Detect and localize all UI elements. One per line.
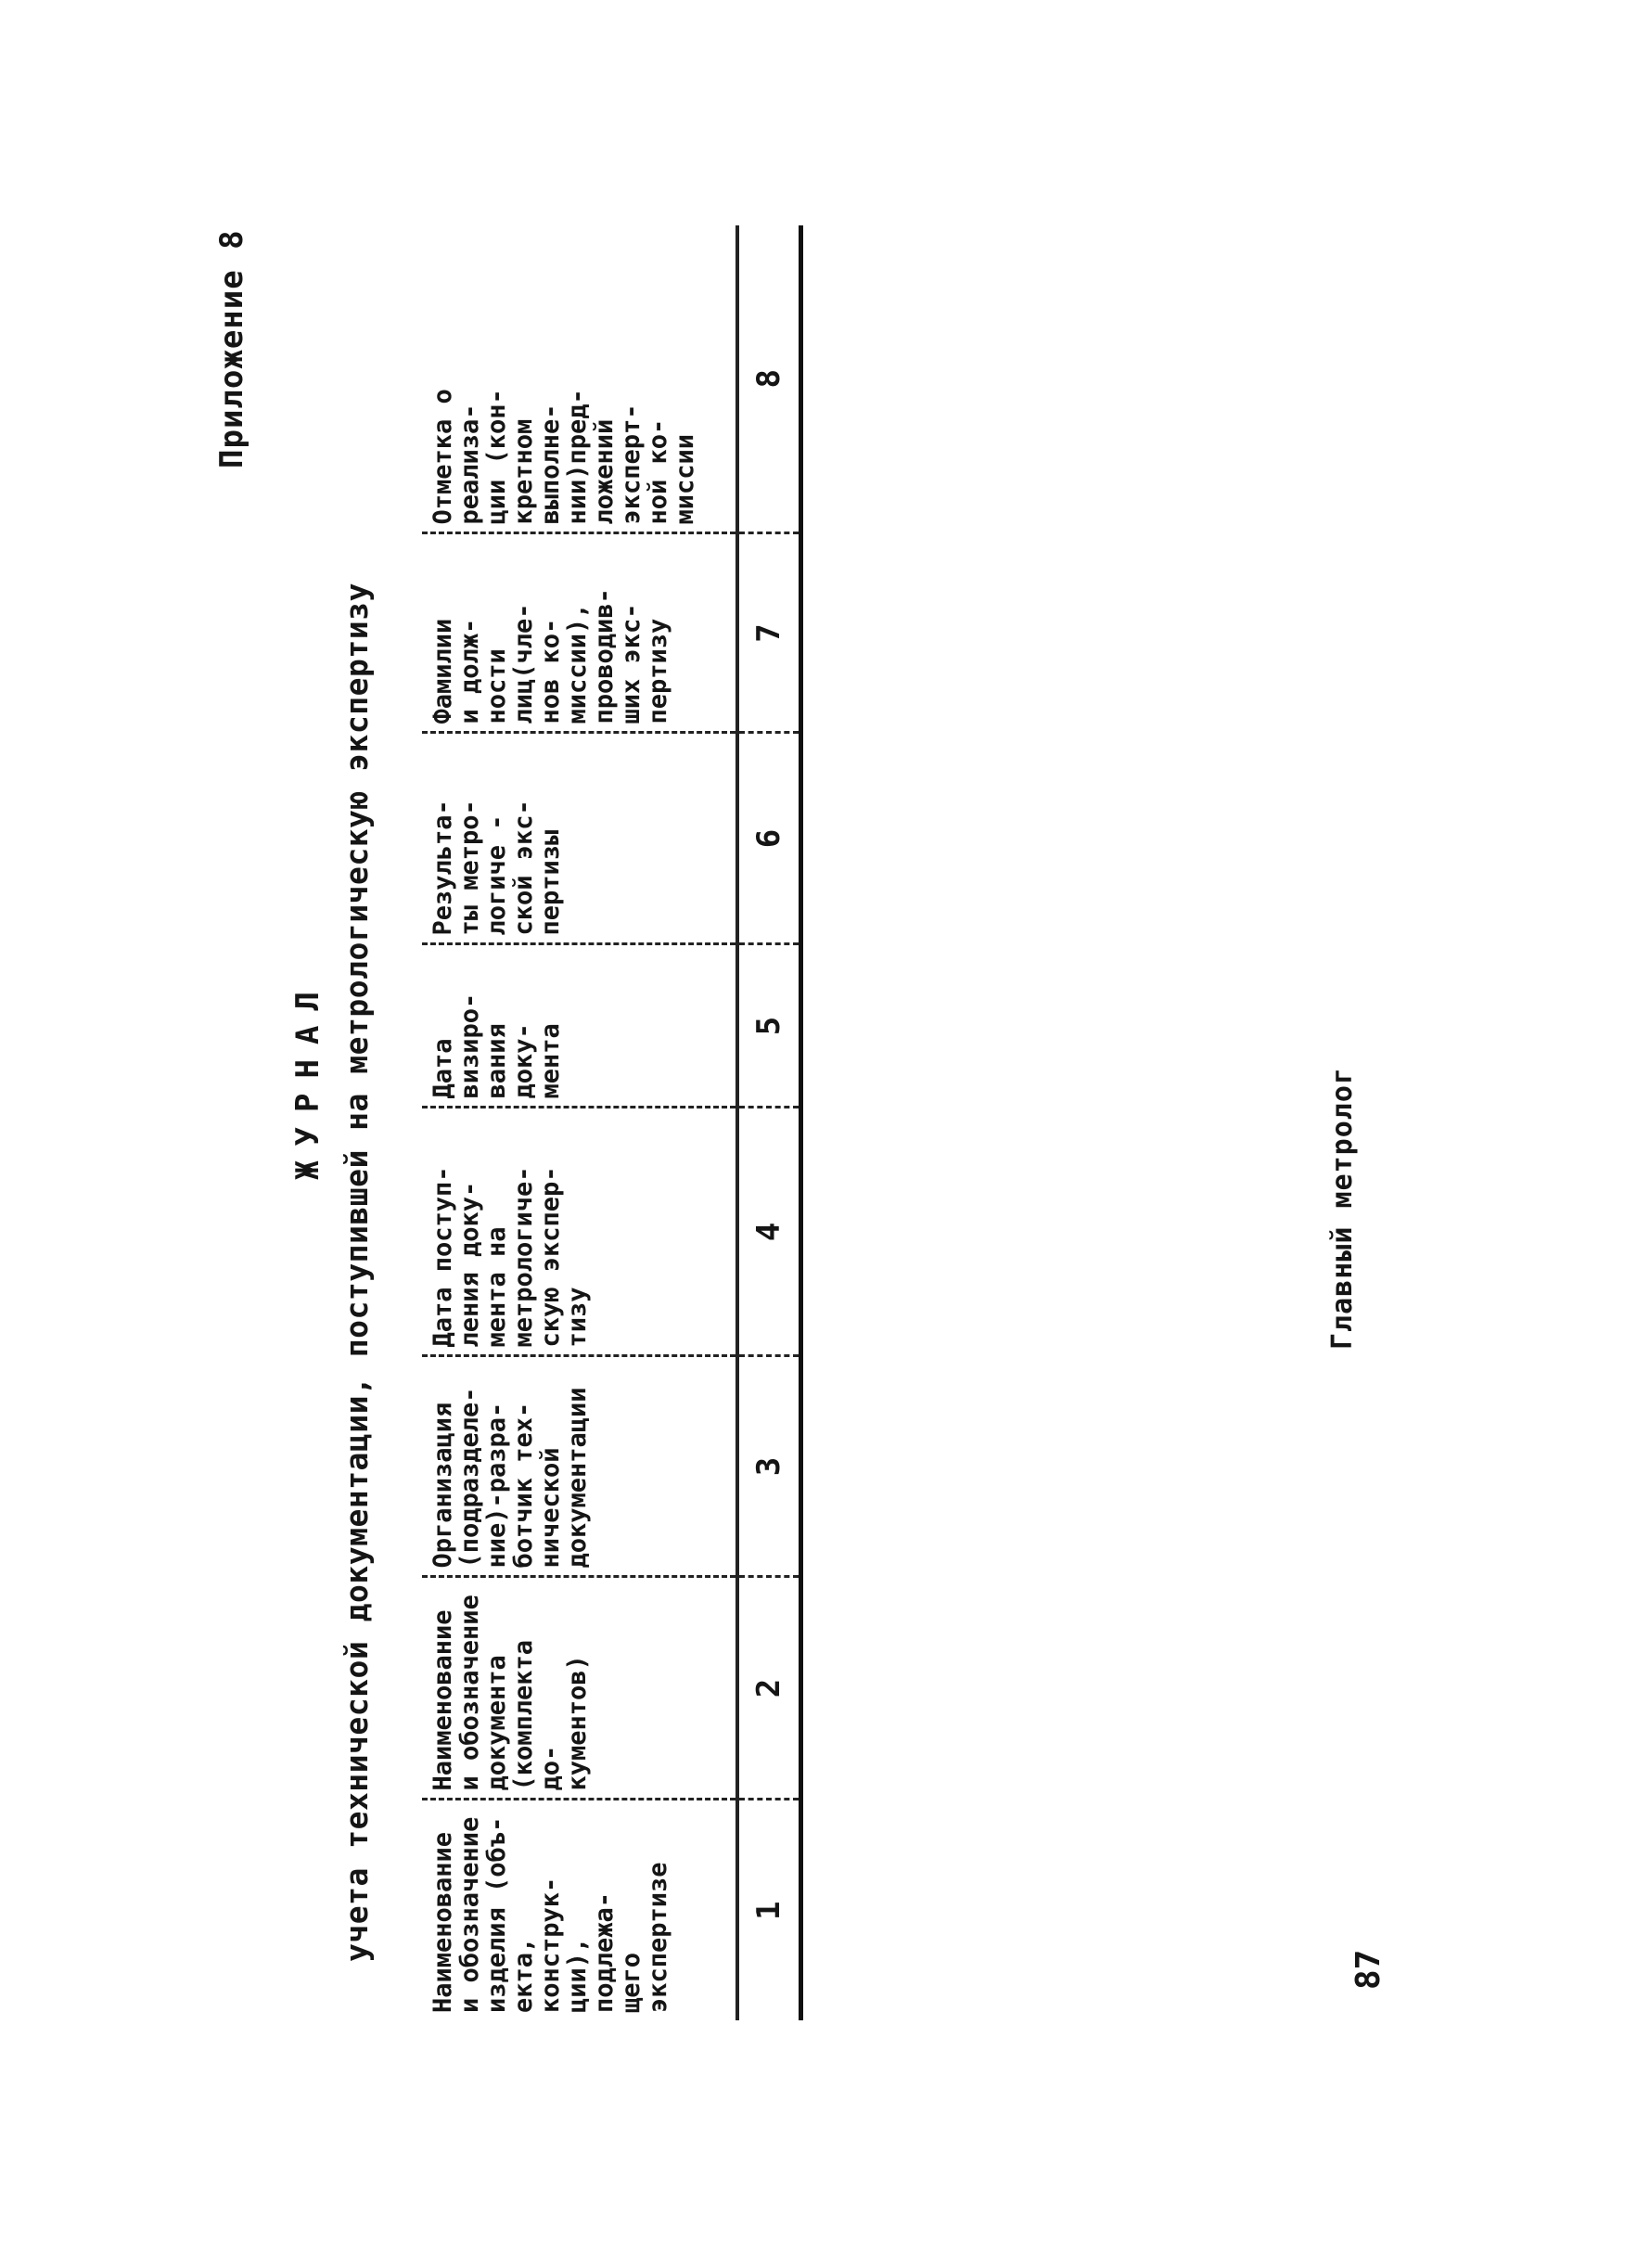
journal-table — [422, 225, 803, 2020]
journal-subtitle: учета технической документации, поступившей на метрологическую экспертизу — [339, 583, 375, 1962]
column-number-6: 6 — [737, 733, 801, 944]
column-header-1: Наименование и обозначение изделия (объ- екта, конструк- ции), подлежа- щего экспертизе — [428, 1816, 672, 2013]
page-number: 87 — [1349, 1949, 1388, 1990]
column-header-7: Фамилии и долж- ности лиц(чле- нов ко- миссии), проводив- ших экс- пертизу — [422, 533, 737, 733]
signature-label: Главный метролог — [1326, 1067, 1359, 1350]
journal-title: ЖУРНАЛ — [289, 977, 326, 1180]
column-header-2: Наименование и обозначение документа (комплекта до- кументов) — [422, 1577, 737, 1800]
column-number-5: 5 — [737, 944, 801, 1108]
column-header-5: Дата визиро- вания доку- мента — [422, 944, 737, 1108]
column-number-row — [737, 225, 801, 2020]
column-number-7: 7 — [737, 533, 801, 733]
column-number-1: 1 — [737, 1800, 801, 2020]
column-header-8: Отметка о реализа- ции (кон- кретном выполне- нии)пред- ложений эксперт- ной ко- миссии — [422, 225, 737, 533]
column-number-8: 8 — [737, 225, 801, 533]
column-header-3: Организация (подразделе- ние)-разра- ботчик тех- нической документации — [422, 1356, 737, 1577]
table-header-row — [422, 225, 737, 2020]
column-number-2: 2 — [737, 1577, 801, 1800]
appendix-label: Приложение 8 — [213, 229, 250, 468]
column-number-3: 3 — [737, 1356, 801, 1577]
column-header-6: Результа- ты метро- логиче - ской экс- пертизы — [422, 733, 737, 944]
column-header-4: Дата поступ- ления доку- мента на метрологиче- скую экспер- тизу — [422, 1108, 737, 1356]
column-number-4: 4 — [737, 1108, 801, 1356]
